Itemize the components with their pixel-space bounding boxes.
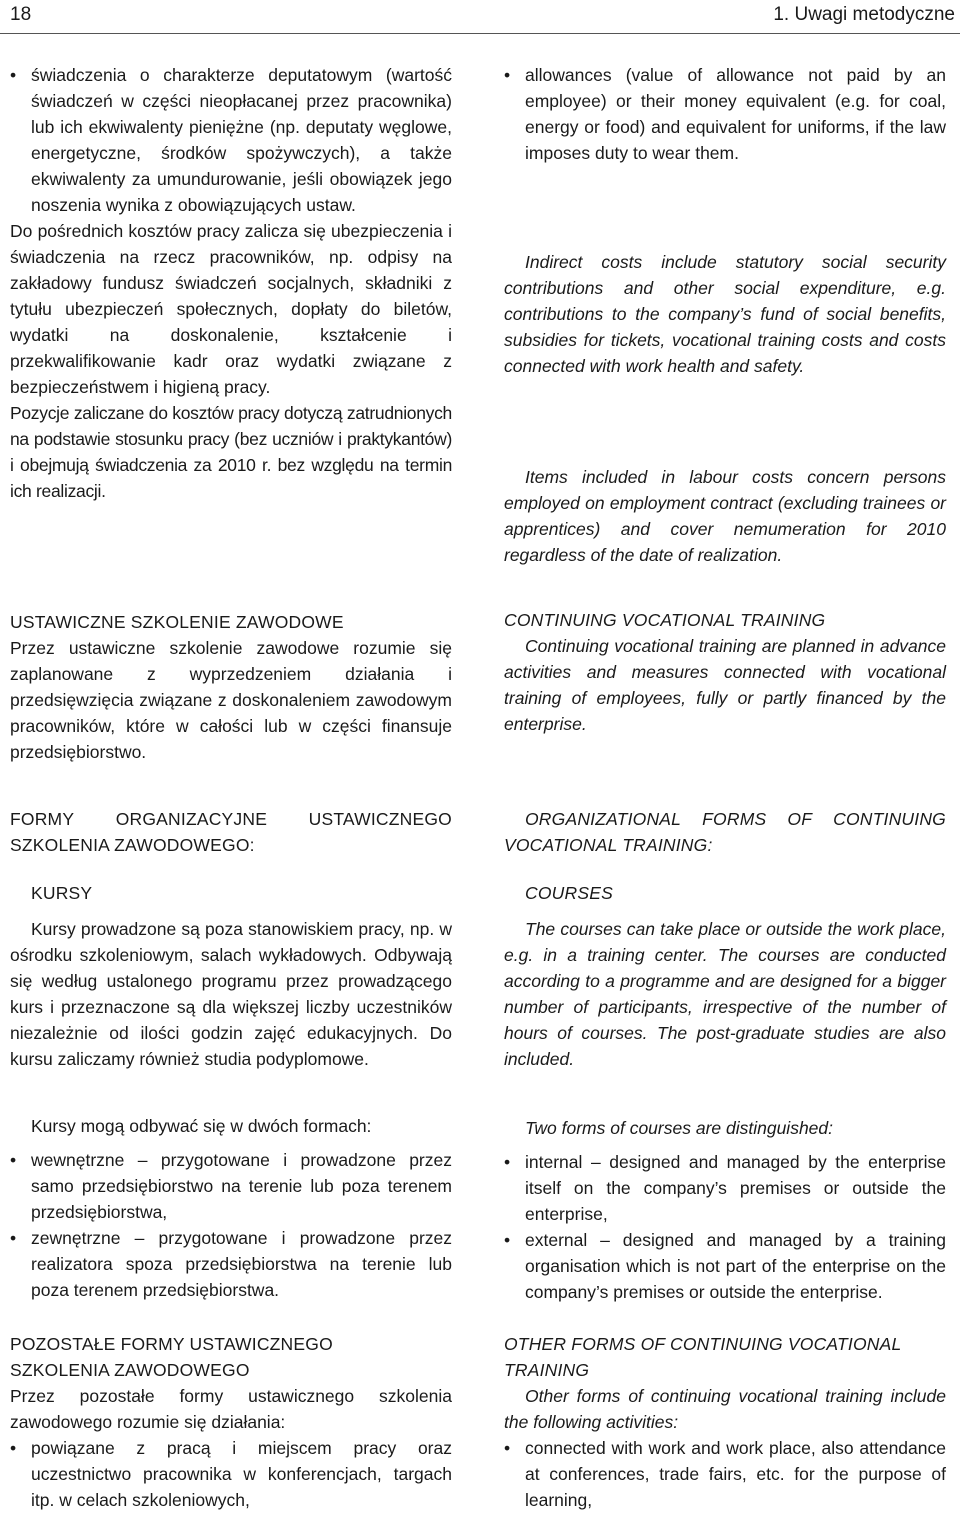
left-courses-text: Kursy prowadzone są poza stanowiskiem pracy, np. w ośrodku szkoleniowym, salach wykładowych. Odbywają się według ustalonego programu przez prowadzącego kurs i przeznaczone są dla większej liczby uczestników niezależnie od ilości godzin zajęć edukacyjnych. Do kursu zaliczamy również studia podyplomowe.: [10, 919, 452, 1069]
page-number: 18: [10, 4, 32, 25]
left-two-forms-section: [10, 1113, 452, 1303]
left-courses-section: [10, 880, 452, 1072]
left-cvt-heading: USTAWICZNE SZKOLENIE ZAWODOWE: [10, 612, 344, 632]
left-cvt-section: [10, 609, 452, 765]
right-two-forms-section: [504, 1115, 946, 1305]
right-courses-text: The courses can take place or outside the work place, e.g. in a training center. The courses are conducted according to a programme and are designed for a bigger number of participants, irrespective of the number of hours of courses. The post-graduate studies are also included.: [504, 919, 946, 1069]
right-allowances-block: [504, 62, 946, 166]
left-allowances-block: [10, 62, 452, 504]
left-items-included: Pozycje zaliczane do kosztów pracy dotyczą zatrudnionych na podstawie stosunku pracy (bez uczniów i praktykantów) i obejmują świadczenia za 2010 r. bez względu na termin ich realizacji.: [10, 403, 452, 501]
chapter-title: 1. Uwagi metodyczne: [773, 4, 955, 25]
left-other-section: [10, 1331, 452, 1513]
right-other-text: Other forms of continuing vocational training include the following activities:: [504, 1386, 946, 1432]
right-courses-heading: COURSES: [525, 883, 613, 903]
right-items-block: [504, 464, 946, 568]
left-two-forms-intro: Kursy mogą odbywać się w dwóch formach:: [31, 1116, 372, 1136]
right-indirect-costs: Indirect costs include statutory social security contributions and other social expenditure, e.g. contributions to the company’s fund of social benefits, subsidies for tickets, vocational training costs and costs connected with work health and safety.: [504, 252, 946, 376]
right-cvt-section: [504, 607, 946, 737]
left-forms-heading-word: ORGANIZACYJNE: [115, 809, 268, 829]
right-two-forms-list: [504, 1149, 946, 1305]
right-forms-heading-line1: [504, 806, 946, 832]
right-forms-heading-word: FORMS: [702, 809, 767, 829]
right-other-item: • connected with work and work place, also attendance at conferences, trade fairs, etc. for the purpose of learning,: [504, 1435, 946, 1513]
left-forms-section: [10, 806, 452, 858]
right-other-heading-line1: OTHER FORMS OF CONTINUING VOCATIONAL: [504, 1334, 902, 1354]
right-allowances-item: • allowances (value of allowance not paid by an employee) or their money equivalent (e.g. for coal, energy or food) and equivalent for uniforms, if the law imposes duty to wear them.: [504, 62, 946, 166]
left-two-forms-list: [10, 1147, 452, 1303]
right-cvt-text: Continuing vocational training are planned in advance activities and measures connected with vocational training of employees, fully or partly financed by the enterprise.: [504, 636, 946, 734]
right-indirect-block: [504, 249, 946, 379]
right-courses-section: [504, 880, 946, 1072]
left-forms-heading-line1: [10, 806, 452, 832]
left-other-list: [10, 1435, 452, 1513]
right-forms-heading-word: CONTINUING: [833, 809, 946, 829]
header-rule: [0, 33, 960, 34]
left-two-forms-item: • wewnętrzne – przygotowane i prowadzone przez samo przedsiębiorstwo na terenie lub poza terenem przedsiębiorstwa,: [10, 1147, 452, 1225]
left-other-text: Przez pozostałe formy ustawicznego szkolenia zawodowego rozumie się działania:: [10, 1386, 452, 1432]
left-allowances-list: [10, 62, 452, 218]
left-two-forms-item: • zewnętrzne – przygotowane i prowadzone przez realizatora spoza przedsiębiorstwa na terenie lub poza terenem przedsiębiorstwa.: [10, 1225, 452, 1303]
left-forms-heading-word: USTAWICZNEGO: [308, 809, 452, 829]
left-other-item: • powiązane z pracą i miejscem pracy oraz uczestnictwo pracownika w konferencjach, targach itp. w celach szkoleniowych,: [10, 1435, 452, 1513]
right-other-heading-line2: TRAINING: [504, 1360, 590, 1380]
left-allowances-item: • świadczenia o charakterze deputatowym (wartość świadczeń w części nieopłacanej przez pracownika) lub ich ekwiwalenty pieniężne (np. deputaty węglowe, energetyczne, środków spożywczych), a także ekwiwalenty za umundurowanie, jeśli obowiązek jego noszenia wynika z obowiązujących ustaw.: [10, 62, 452, 218]
right-items-included: Items included in labour costs concern persons employed on employment contract (excluding trainees or apprentices) and cover nemumeration for 2010 regardless of the date of realization.: [504, 467, 946, 565]
right-other-section: [504, 1331, 946, 1513]
left-forms-heading-line2: SZKOLENIA ZAWODOWEGO:: [10, 835, 255, 855]
left-indirect-costs: Do pośrednich kosztów pracy zalicza się ubezpieczenia i świadczenia na rzecz pracowników, np. odpisy na zakładowy fundusz świadczeń socjalnych, składniki z tytułu ubezpieczeń społecznych, dopłaty do biletów, wydatki na doskonalenie, kształcenie i przekwalifikowanie kadr oraz wydatki związane z bezpieczeństwem i higieną pracy.: [10, 221, 452, 397]
right-cvt-heading: CONTINUING VOCATIONAL TRAINING: [504, 610, 826, 630]
left-cvt-text: Przez ustawiczne szkolenie zawodowe rozumie się zaplanowane z wyprzedzeniem działania i przedsięwzięcia związane z doskonaleniem zawodowym pracowników, które w całości lub w części finansuje przedsiębiorstwo.: [10, 638, 452, 762]
right-allowances-list: [504, 62, 946, 166]
right-other-list: [504, 1435, 946, 1513]
right-forms-section: [504, 806, 946, 858]
right-forms-heading-word: ORGANIZATIONAL: [525, 809, 682, 829]
right-forms-heading-word: OF: [787, 809, 813, 829]
right-two-forms-item: • external – designed and managed by a training organisation which is not part of the enterprise on the company’s premises or outside the enterprise.: [504, 1227, 946, 1305]
left-other-heading-line2: SZKOLENIA ZAWODOWEGO: [10, 1360, 250, 1380]
left-forms-heading-word: FORMY: [10, 809, 75, 829]
left-courses-heading: KURSY: [31, 883, 93, 903]
left-other-heading-line1: POZOSTAŁE FORMY USTAWICZNEGO: [10, 1334, 333, 1354]
right-forms-heading-line2: VOCATIONAL TRAINING:: [504, 835, 713, 855]
right-two-forms-intro: Two forms of courses are distinguished:: [525, 1118, 834, 1138]
page-header: [0, 0, 960, 34]
right-two-forms-item: • internal – designed and managed by the enterprise itself on the company’s premises or outside the enterprise,: [504, 1149, 946, 1227]
